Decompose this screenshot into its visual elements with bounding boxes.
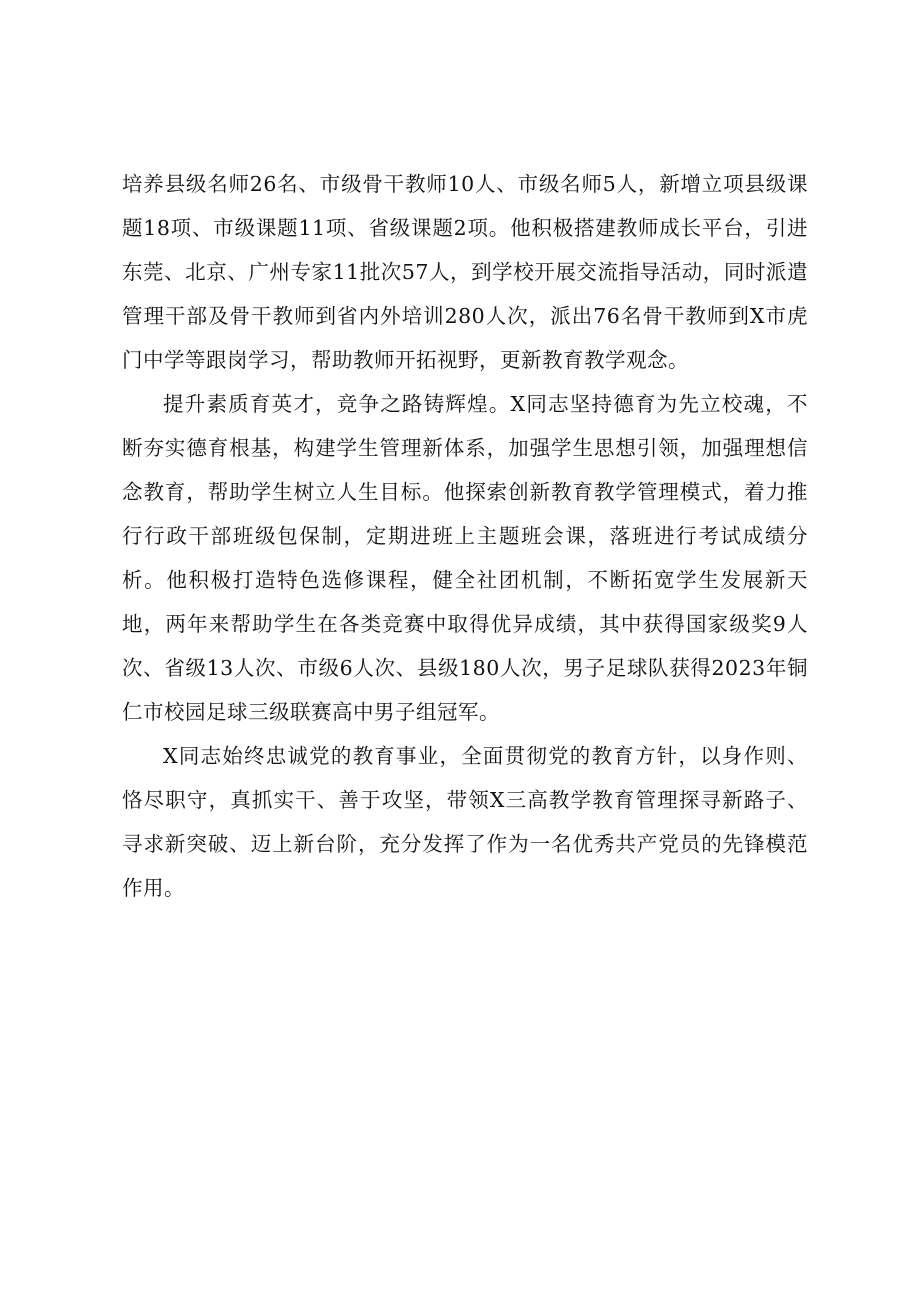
document-body [122,162,808,910]
paragraph-student-quality: 提升素质育英才，竞争之路铸辉煌。X同志坚持德育为先立校魂，不断夯实德育根基，构建学生管理新体系，加强学生思想引领，加强理想信念教育，帮助学生树立人生目标。他探索创新教育教学管理模式，着力推行行政干部班级包保制，定期进班上主题班会课，落班进行考试成绩分析。他积极打造特色选修课程，健全社团机制，不断拓宽学生发展新天地，两年来帮助学生在各类竞赛中取得优异成绩，其中获得国家级奖9人次、省级13人次、市级6人次、县级180人次，男子足球队获得2023年铜仁市校园足球三级联赛高中男子组冠军。 [122,392,808,724]
paragraph-continued: 培养县级名师26名、市级骨干教师10人、市级名师5人，新增立项县级课题18项、市级课题11项、省级课题2项。他积极搭建教师成长平台，引进东莞、北京、广州专家11批次57人，到学校开展交流指导活动，同时派遣管理干部及骨干教师到省内外培训280人次，派出76名骨干教师到X市虎门中学等跟岗学习，帮助教师开拓视野，更新教育教学观念。 [122,172,808,372]
paragraph-conclusion: X同志始终忠诚党的教育事业，全面贯彻党的教育方针，以身作则、恪尽职守，真抓实干、善于攻坚，带领X三高教学教育管理探寻新路子、寻求新突破、迈上新台阶，充分发挥了作为一名优秀共产党员的先锋模范作用。 [122,744,808,900]
